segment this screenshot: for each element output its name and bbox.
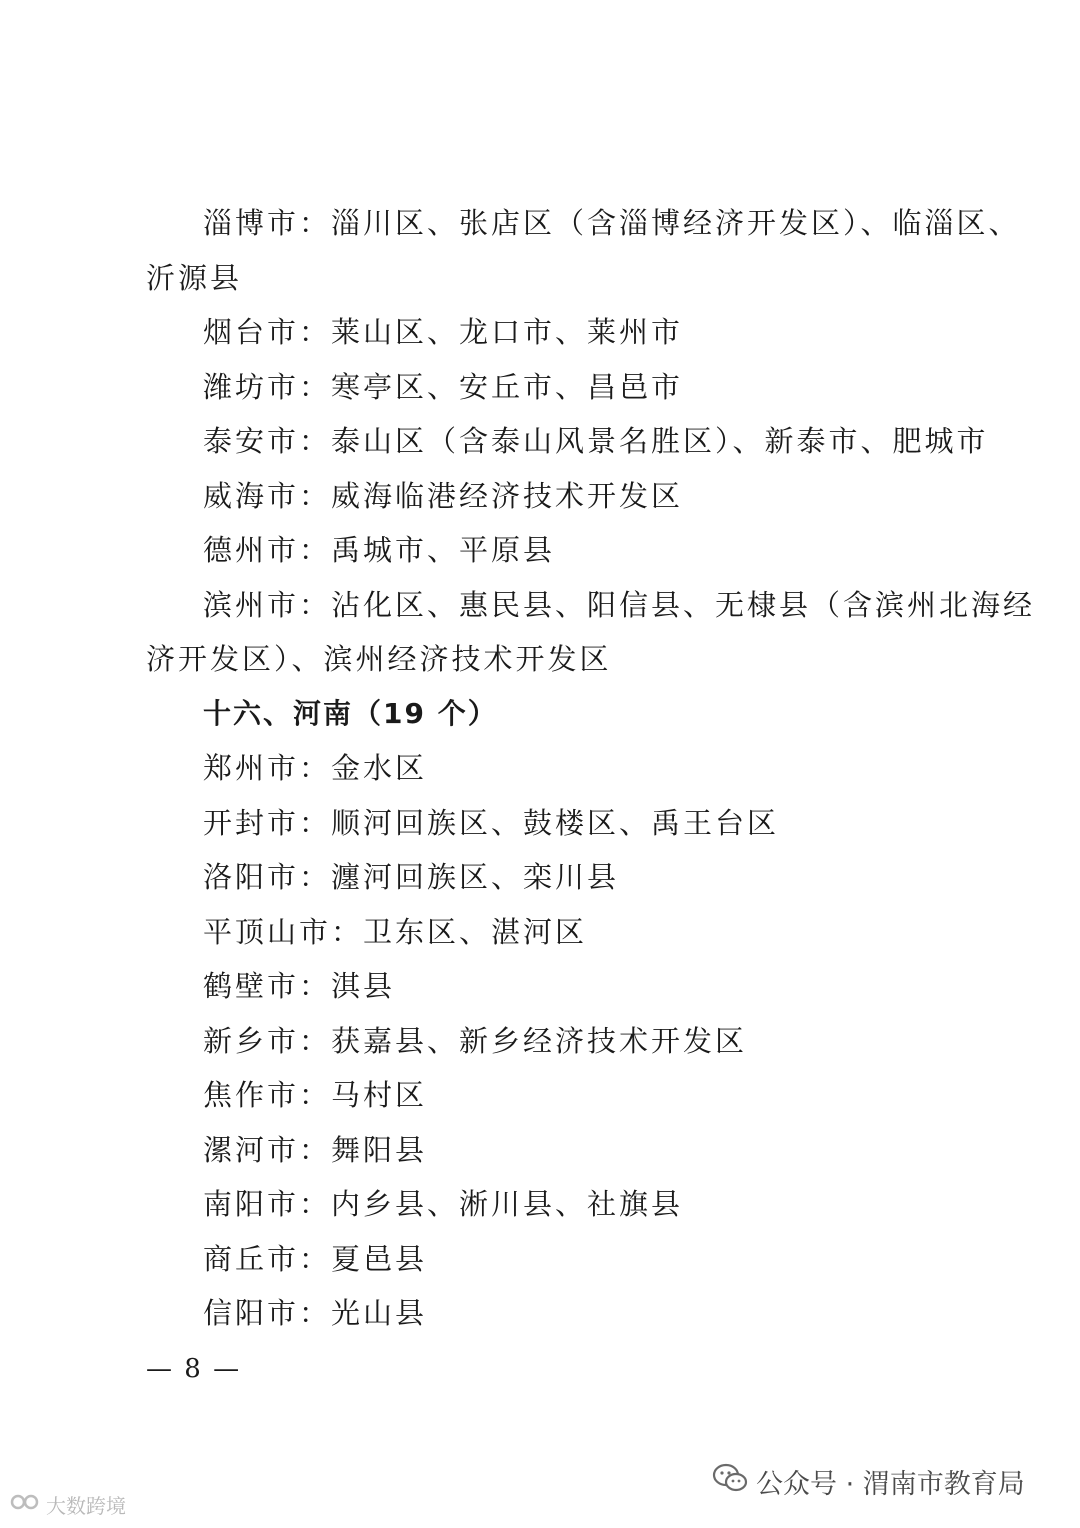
text-line-jiaozuo: 焦作市：马村区: [203, 1078, 428, 1112]
wechat-icon: [712, 1463, 748, 1500]
text-line-weifang: 潍坊市：寒亭区、安丘市、昌邑市: [203, 370, 684, 404]
text-line-nanyang: 南阳市：内乡县、淅川县、社旗县: [203, 1187, 684, 1221]
text-line-taian: 泰安市：泰山区（含泰山风景名胜区）、新泰市、肥城市: [203, 424, 989, 458]
text-line-hebi: 鹤壁市：淇县: [203, 969, 396, 1003]
page-number: — 8 —: [146, 1354, 242, 1384]
text-line-zibo: 淄博市：淄川区、张店区（含淄博经济开发区）、临淄区、: [203, 206, 1021, 240]
watermark-logo-icon: [10, 1491, 40, 1518]
text-line-dezhou: 德州市：禹城市、平原县: [203, 533, 556, 567]
text-line-binzhou: 滨州市：沾化区、惠民县、阳信县、无棣县（含滨州北海经: [203, 588, 1036, 622]
text-line-weihai: 威海市：威海临港经济技术开发区: [203, 479, 684, 513]
text-line-kaifeng: 开封市：顺河回族区、鼓楼区、禹王台区: [203, 806, 780, 840]
text-line-xinyang: 信阳市：光山县: [203, 1296, 428, 1330]
watermark-left-text: 大数跨境: [46, 1494, 126, 1518]
watermark-right: [712, 1462, 1025, 1501]
watermark-left: [10, 1490, 126, 1519]
watermark-right-text: 公众号 · 渭南市教育局: [756, 1469, 1025, 1500]
text-line-xinxiang: 新乡市：获嘉县、新乡经济技术开发区: [203, 1024, 748, 1058]
text-line-binzhou-cont: 济开发区）、滨州经济技术开发区: [146, 642, 612, 676]
text-line-pingdingshan: 平顶山市：卫东区、湛河区: [203, 915, 588, 949]
text-line-shangqiu: 商丘市：夏邑县: [203, 1242, 428, 1276]
text-line-luoyang: 洛阳市：瀍河回族区、栾川县: [203, 860, 620, 894]
section-heading-henan: 十六、河南（19 个）: [203, 697, 498, 730]
text-line-luohe: 漯河市：舞阳县: [203, 1133, 428, 1167]
text-line-zibo-cont: 沂源县: [146, 261, 243, 295]
text-line-yantai: 烟台市：莱山区、龙口市、莱州市: [203, 315, 684, 349]
text-line-zhengzhou: 郑州市：金水区: [203, 751, 428, 785]
